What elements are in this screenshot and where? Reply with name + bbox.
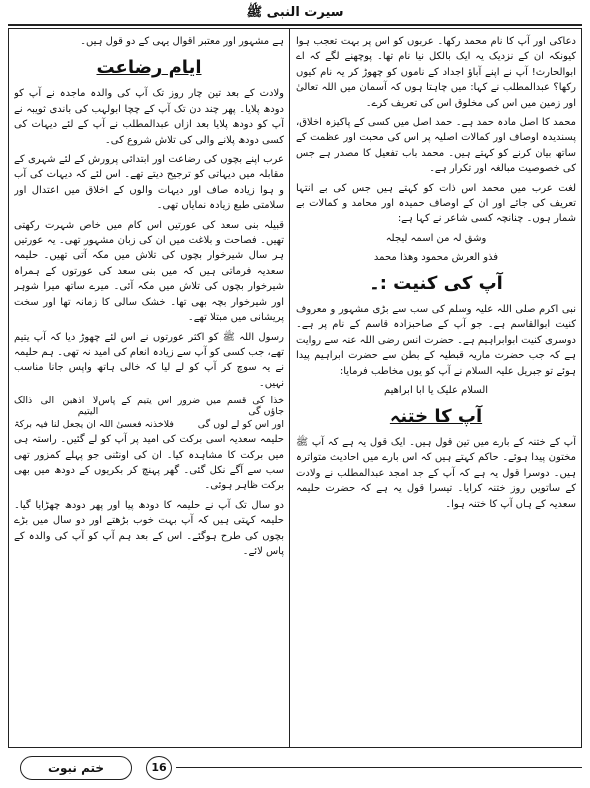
paragraph: قبیلہ بنی سعد کی عورتیں اس کام میں خاص شہرت رکھتی تھیں۔ فصاحت و بلاغت میں ان کی زبان مشہور تھی۔ یہ عورتیں ہر سال شیرخوار بچوں کی تلاش میں مکہ آتی تھیں۔ حلیمہ سعدیہ فرماتی ہیں کہ میں بنی سعد کی عورتوں کے ہمراہ شیرخوار بچوں کی تلاش میں مکہ آئی۔ میرے ساتھ میرا شوہر اور شیرخوار بچہ بھی تھا۔ خشک سالی کا زمانہ تھا اور سخت پریشانی میں مبتلا تھے۔ xyxy=(14,219,284,324)
urdu-translation: خذا کی قسم میں ضرور اس یتیم کے پاس جاؤں گی xyxy=(98,395,284,418)
column-divider xyxy=(289,28,290,748)
paragraph: نبی اکرم صلی اللہ علیہ وسلم کی سب سے بڑی مشہور و معروف کنیت ابوالقاسم ہے۔ جو آپ کے صاحبزادہ قاسم کے نام پر ہے۔ دوسری کنیت ابوابراہیم ہے۔ حضرت انس رضی اللہ عنہ سے روایت ہے کہ جب حضرت ماریہ قبطیہ کے بطن سے حضرت ابراہیم پیدا ہوئے تو جبریل علیہ السلام نے آپ کو یوں مخاطب فرمایا: xyxy=(296,303,576,377)
section-heading-kunyat: آپ کی کنیت :۔ xyxy=(369,272,503,294)
left-column xyxy=(14,34,284,742)
section-heading-raza: ایام رضاعت xyxy=(96,57,202,79)
paragraph: عرب اپنے بچوں کی رضاعت اور ابتدائی پرورش کے لئے شہری کے مقابلہ میں دیہاتی کو ترجیح دیتے تھے۔ اس لئے کہ دیہات کی آب و ہوا زیادہ صاف اور دیہات والوں کے اخلاق میں اعتدال اور سلامتی طبع زیادہ نمایاں تھی۔ xyxy=(14,154,284,212)
urdu-translation: اور اس کو لے لوں گی xyxy=(197,419,284,431)
page-number: 16 xyxy=(146,756,172,780)
section-heading-khatna: آپ کا ختنہ xyxy=(389,405,483,427)
running-header xyxy=(8,4,582,26)
paragraph: لغت عرب میں محمد اس ذات کو کہتے ہیں جس کی بے انتہا تعریف کی جائے اور ان کے اوصاف حمیدہ اور محامد و کمالات بے شمار ہوں۔ چنانچہ کسی شاعر نے کہا ہے: xyxy=(296,182,576,225)
header-title: سیرت النبی ﷺ xyxy=(246,5,344,20)
paragraph: محمد کا اصل مادہ حمد ہے۔ حمد اصل میں کسی کے پاکیزہ اخلاق، پسندیدہ اوصاف اور کمالات اصلیہ پر اس کی محبت اور عظمت کے ساتھ بیان کرنے کو کہتے ہیں۔ محمد باب تفعیل کا مصدر ہے جس کی خصوصیت مبالغہ اور تکرار ہے۔ xyxy=(296,117,576,175)
paragraph: حلیمہ سعدیہ اسی برکت کی امید پر آپ کو لے گئیں۔ راستہ ہی میں برکت کا مشاہدہ کیا۔ ان کی اونٹنی جو پہلے کمزور تھی سب سے آگے نکل گئی۔ گھر پہنچ کر بکریوں کے دودھ میں بھی برکت ظاہر ہوئی۔ xyxy=(14,434,284,492)
paragraph: رسول اللہ ﷺ کو اکثر عورتوں نے اس لئے چھوڑ دیا کہ آپ یتیم تھے، جب کسی کو آپ سے زیادہ انعام کی امید نہ تھی۔ ہم حلیمہ نے یہ سوچ کر آپ کو لے لیا کہ خالی ہاتھ واپس جانا مناسب نہیں۔ xyxy=(14,331,284,389)
footer-badge: ختم نبوت xyxy=(20,756,132,780)
arabic-line xyxy=(14,419,284,430)
arabic-line xyxy=(14,395,284,417)
arabic-text: فلاخذنہ فعسیٰ اللہ ان یجعل لنا فیہ برکۃ xyxy=(14,419,174,431)
page-footer xyxy=(8,752,582,784)
arabic-text: لا اذھبن الی ذالک الیتیم xyxy=(14,395,99,418)
paragraph: دو سال تک آپ نے حلیمہ کا دودھ پیا اور پھر دودھ چھڑایا گیا۔ حلیمہ کہتی ہیں کہ آپ بہت خوب بڑھتے اور دو سال میں بڑے بچوں کی طرح ہوگئے۔ اس کے بعد ہم آپ کو آپ کی والدہ کے پاس لائے۔ xyxy=(14,499,284,557)
paragraph: ولادت کے بعد تین چار روز تک آپ کی والدہ ماجدہ نے آپ کو دودھ پلایا۔ پھر چند دن تک آپ کے چچا ابولہب کی باندی ثویبہ نے آپ کو دودھ پلایا بعد ازاں عبدالمطلب نے آپ کے لئے دیہات کی کسی دودھ پلانے والی کی تلاش شروع کی۔ xyxy=(14,88,284,146)
paragraph: آپ کے ختنہ کے بارے میں تین قول ہیں۔ ایک قول یہ ہے کہ آپ ﷺ مختون پیدا ہوئے۔ حاکم کہتے ہیں کہ اس بارے میں احادیث متواترہ ہیں۔ دوسرا قول یہ ہے کہ آپ کے جد امجد عبدالمطلب نے ولادت کے ساتویں روز ختنہ کرایا۔ تیسرا قول یہ ہے کہ حضرت حلیمہ سعدیہ کے ہاں آپ کا ختنہ ہوا۔ xyxy=(296,436,576,510)
verse-line: وشق لہ من اسمہ لیجلہ xyxy=(385,232,487,244)
salutation-line: السلام علیک یا ابا ابراھیم xyxy=(383,384,489,396)
paragraph: دعاکی اور آپ کا نام محمد رکھا۔ عربوں کو اس پر بہت تعجب ہوا کیونکہ ان کے نزدیک یہ ایک بالکل نیا نام تھا۔ پوچھنے لگے کہ اے ابوالحارث! آپ نے اپنے آباؤ اجداد کے ناموں کو چھوڑ کر یہ نام کیوں رکھا؟ عبدالمطلب نے کہا: میں چاہتا ہوں کہ آسمان میں اللہ تعالیٰ اور زمین میں اس کی مخلوق اس کی تعریف کرے۔ xyxy=(296,36,576,109)
right-column xyxy=(296,34,576,742)
verse-line: فذو العرش محمود وھذا محمد xyxy=(373,251,499,263)
intro-line: ہے مشہور اور معتبر اقوال یہی کے دو قول ہیں۔ xyxy=(80,36,284,47)
footer-rule xyxy=(176,767,582,768)
